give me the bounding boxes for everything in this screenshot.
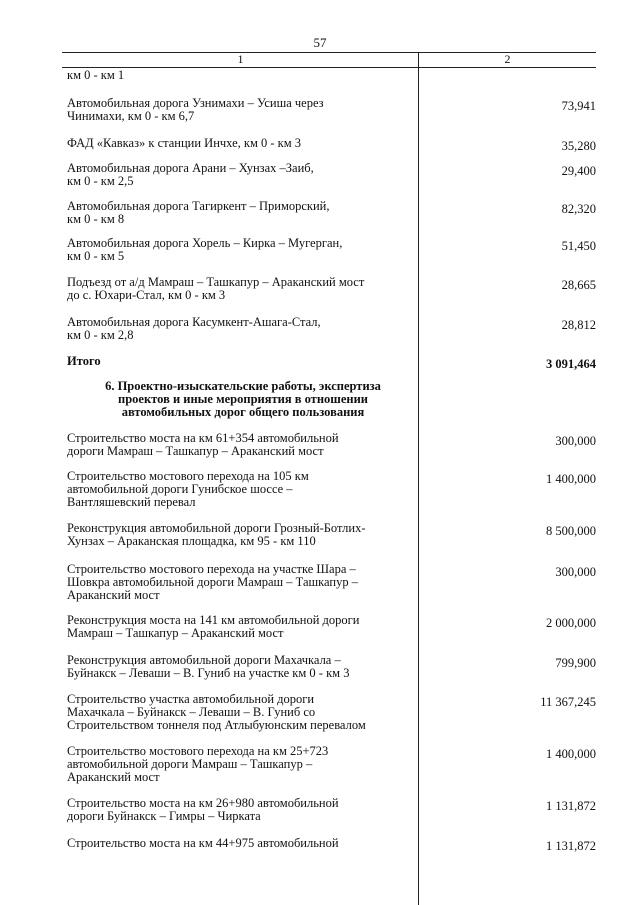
- page-number: 57: [313, 35, 327, 50]
- row-value: 2 000,000: [546, 616, 596, 630]
- row-label: Строительство мостового перехода на км 25+723 автомобильной дороги Мамраш – Ташкапур – Араканский мост: [67, 744, 329, 784]
- row-value: 29,400: [561, 164, 596, 178]
- row-label: Строительство мостового перехода на 105 км автомобильной дороги Гунибское шоссе – Вантляшевский перевал: [67, 469, 309, 509]
- column-1-header: 1: [237, 52, 244, 66]
- row-value: 8 500,000: [546, 524, 596, 538]
- row-value: 28,812: [561, 318, 596, 332]
- row-label: Подъезд от а/д Мамраш – Ташкапур – Араканский мост до с. Юхари-Стал, км 0 - км 3: [67, 275, 365, 302]
- row-label: Реконструкция автомобильной дороги Махачкала – Буйнакск – Леваши – В. Гуниб на участке км 0 - км 3: [67, 653, 350, 680]
- row-value: 11 367,245: [540, 695, 596, 709]
- column-2-header: 2: [504, 52, 511, 66]
- row-value: 73,941: [561, 99, 596, 113]
- row-label: Строительство моста на км 44+975 автомобильной: [67, 836, 339, 850]
- row-label: км 0 - км 1: [67, 68, 125, 82]
- section-heading: 6. Проектно-изыскательские работы, экспертиза проектов и иные мероприятия в отношении автомобильных дорог общего пользования: [105, 379, 381, 419]
- row-value: 799,900: [555, 656, 596, 670]
- total-label: Итого: [67, 354, 101, 368]
- row-label: Автомобильная дорога Хорель – Кирка – Мугерган, км 0 - км 5: [67, 236, 343, 263]
- column-divider: [418, 52, 419, 905]
- row-label: Автомобильная дорога Тагиркент – Приморский, км 0 - км 8: [67, 199, 330, 226]
- row-value: 1 131,872: [546, 839, 596, 853]
- row-value: 51,450: [561, 239, 596, 253]
- row-label: Строительство участка автомобильной дороги Махачкала – Буйнакск – Леваши – В. Гуниб со Строительством тоннеля под Атлыбуюнским перевалом: [67, 692, 366, 732]
- row-value: 28,665: [561, 278, 596, 292]
- row-value: 35,280: [561, 139, 596, 153]
- row-value: 82,320: [561, 202, 596, 216]
- row-label: Строительство моста на км 61+354 автомобильной дороги Мамраш – Ташкапур – Араканский мост: [67, 431, 339, 458]
- row-value: 300,000: [555, 434, 596, 448]
- row-label: Строительство моста на км 26+980 автомобильной дороги Буйнакск – Гимры – Чиркатa: [67, 796, 339, 823]
- row-value: 300,000: [555, 565, 596, 579]
- row-label: Автомобильная дорога Касумкент-Ашага-Стал, км 0 - км 2,8: [67, 315, 321, 342]
- total-value: 3 091,464: [546, 357, 596, 371]
- table-header: [62, 52, 596, 68]
- row-label: Строительство мостового перехода на участке Шара – Шовкра автомобильной дороги Мамраш – Ташкапур – Араканский мост: [67, 562, 358, 602]
- row-label: Реконструкция автомобильной дороги Грозный-Ботлих- Хунзах – Араканская площадка, км 95 - км 110: [67, 521, 366, 548]
- row-label: Автомобильная дорога Арани – Хунзах –Заиб, км 0 - км 2,5: [67, 161, 314, 188]
- row-label: ФАД «Кавказ» к станции Инчхе, км 0 - км 3: [67, 136, 302, 150]
- row-label: Реконструкция моста на 141 км автомобильной дороги Мамраш – Ташкапур – Араканский мост: [67, 613, 360, 640]
- row-value: 1 400,000: [546, 472, 596, 486]
- row-value: 1 400,000: [546, 747, 596, 761]
- row-label: Автомобильная дорога Узнимахи – Усиша через Чинимахи, км 0 - км 6,7: [67, 96, 324, 123]
- row-value: 1 131,872: [546, 799, 596, 813]
